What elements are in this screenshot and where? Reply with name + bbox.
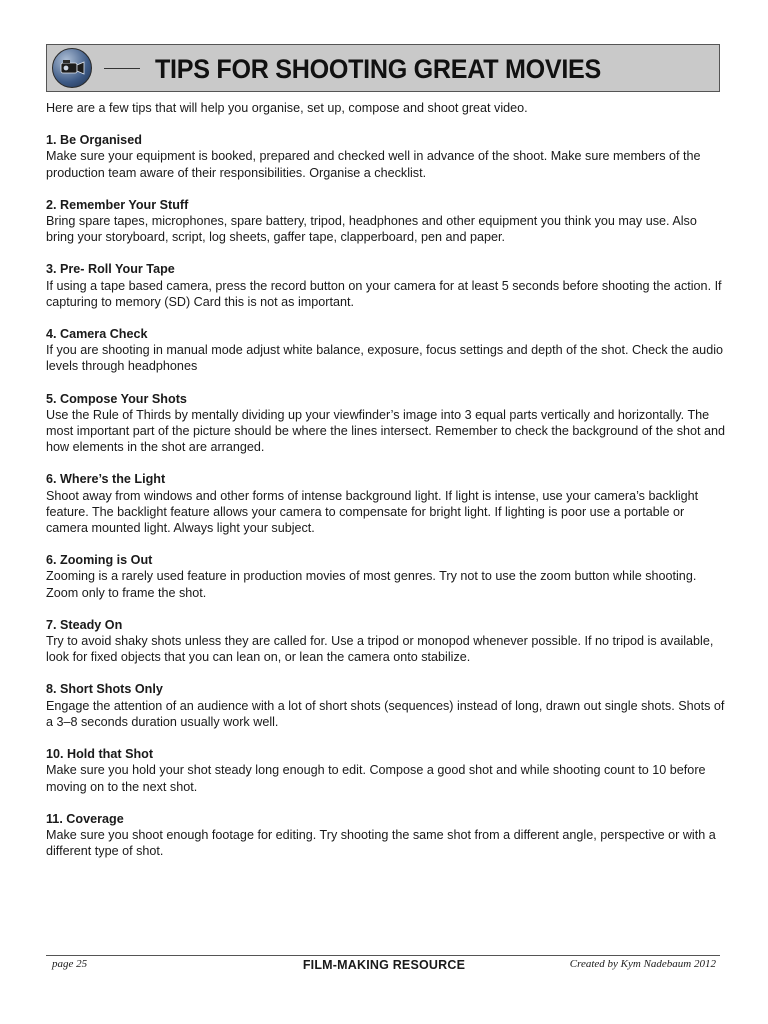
tip-item	[46, 261, 726, 310]
tip-item	[46, 811, 726, 860]
tip-body: Make sure you hold your shot steady long enough to edit. Compose a good shot and while shooting count to 10 before moving on to the next shot.	[46, 763, 706, 794]
tip-item	[46, 617, 726, 666]
footer-title: FILM-MAKING RESOURCE	[302, 958, 466, 972]
tip-heading: 2. Remember Your Stuff	[46, 197, 189, 212]
tip-body: Zooming is a rarely used feature in production movies of most genres. Try not to use the zoom button while shooting. Zoom only to frame the shot.	[46, 569, 697, 600]
main-content	[46, 100, 726, 875]
tip-item	[46, 552, 726, 601]
header-divider	[104, 68, 140, 69]
tip-body: Engage the attention of an audience with a lot of short shots (sequences) instead of long, drawn out single shots. Shots of a 3–8 seconds duration usually work well.	[46, 698, 725, 729]
tip-body: Try to avoid shaky shots unless they are called for. Use a tripod or monopod whenever possible. If no tripod is available, look for fixed objects that you can lean on, or lean the camera onto stabilize.	[46, 634, 714, 665]
tip-body: Bring spare tapes, microphones, spare battery, tripod, headphones and other equipment you think you may use. Also bring your storyboard, script, log sheets, gaffer tape, clapperboard, pen and paper.	[46, 214, 697, 245]
video-camera-icon	[52, 48, 92, 88]
tip-body: If using a tape based camera, press the record button on your camera for at least 5 seconds before shooting the action. If capturing to memory (SD) Card this is not as important.	[46, 278, 722, 309]
footer-credit: Created by Kym Nadebaum 2012	[569, 958, 716, 970]
tip-heading: 4. Camera Check	[46, 327, 148, 342]
tip-body: Shoot away from windows and other forms of intense background light. If light is intense, use your camera’s backlight feature. The backlight feature allows your camera to compensate for bright light. If lighting is poor use a portable or camera mounted light. Always light your subject.	[46, 488, 699, 536]
page-title: TIPS FOR SHOOTING GREAT MOVIES	[155, 54, 601, 84]
tip-item	[46, 326, 726, 375]
tip-item	[46, 197, 726, 246]
tip-body: Make sure your equipment is booked, prepared and checked well in advance of the shoot. Make sure members of the production team aware of their responsibilities. Organise a checklist.	[46, 149, 701, 180]
header-bar	[46, 44, 720, 92]
tip-heading: 1. Be Organised	[46, 133, 142, 148]
page-number: page 25	[52, 958, 88, 970]
tip-heading: 5. Compose Your Shots	[46, 391, 187, 406]
tip-body: If you are shooting in manual mode adjust white balance, exposure, focus settings and depth of the shot. Check the audio levels through headphones	[46, 343, 723, 374]
tip-heading: 3. Pre- Roll Your Tape	[46, 262, 175, 277]
intro-text: Here are a few tips that will help you organise, set up, compose and shoot great video.	[46, 101, 528, 115]
tip-heading: 8. Short Shots Only	[46, 682, 163, 697]
tip-item	[46, 391, 726, 456]
tip-item	[46, 746, 726, 795]
tip-item	[46, 471, 726, 536]
tip-body: Make sure you shoot enough footage for editing. Try shooting the same shot from a different angle, perspective or with a different type of shot.	[46, 827, 716, 859]
tip-heading: 6. Zooming is Out	[46, 553, 153, 568]
tip-heading: 11. Coverage	[46, 811, 124, 826]
tip-heading: 7. Steady On	[46, 617, 123, 632]
footer-divider	[46, 955, 720, 956]
tip-item	[46, 681, 726, 730]
tip-body: Use the Rule of Thirds by mentally dividing up your viewfinder’s image into 3 equal parts vertically and horizontally. The most important part of the picture should be where the lines intersect. Remember to check the background of the shot and how elements in the shot are arranged.	[46, 407, 726, 455]
tip-heading: 6. Where’s the Light	[46, 472, 166, 487]
tip-heading: 10. Hold that Shot	[46, 747, 154, 762]
tip-item	[46, 132, 726, 181]
